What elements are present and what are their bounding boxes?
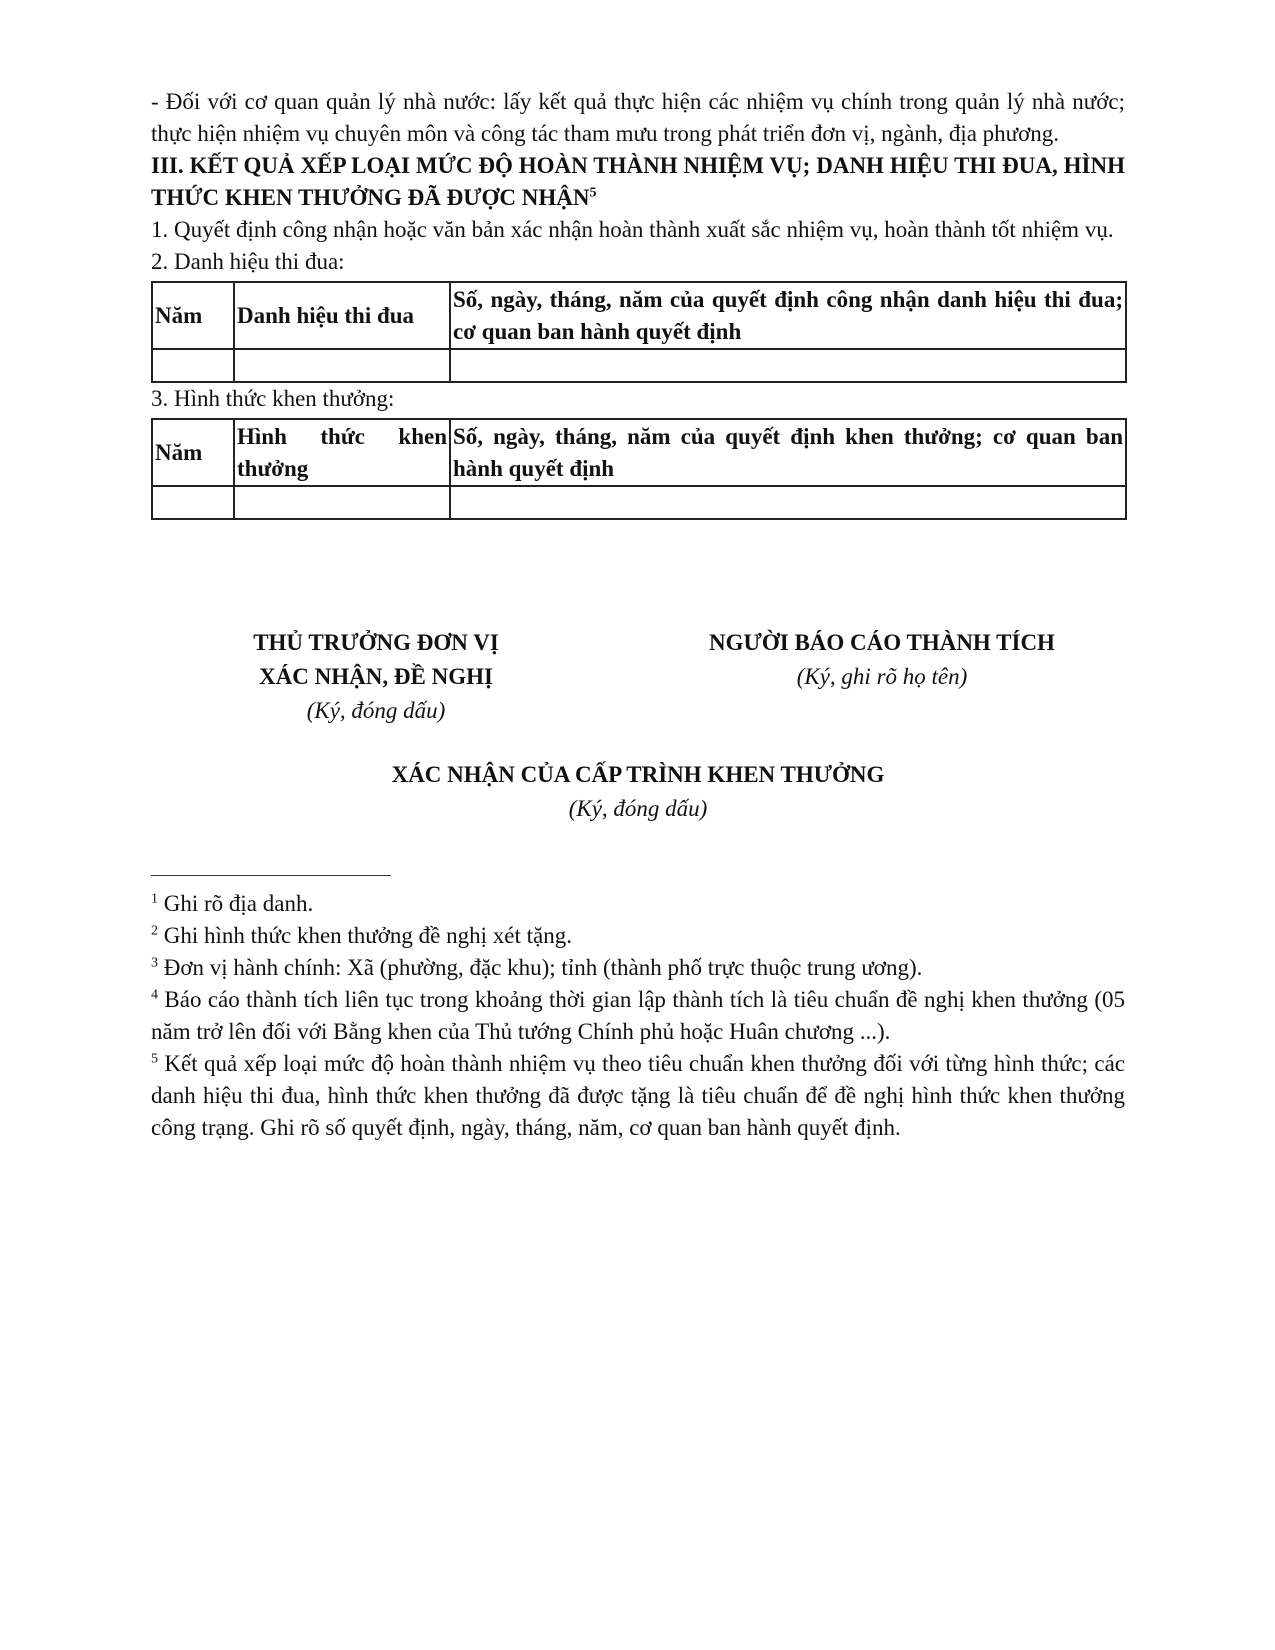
footnote-5 — [151, 1048, 1125, 1144]
unit-head-signature — [226, 626, 526, 728]
table-row — [152, 486, 1126, 519]
approval-note: (Ký, đóng dấu) — [568, 796, 708, 821]
item-1: 1. Quyết định công nhận hoặc văn bản xác nhận hoàn thành xuất sắc nhiệm vụ, hoàn thành tốt nhiệm vụ. — [151, 217, 1114, 242]
col-year: Năm — [152, 419, 234, 486]
col-decision: Số, ngày, tháng, năm của quyết định khen thưởng; cơ quan ban hành quyết định — [450, 419, 1126, 486]
footnote-1 — [151, 888, 1125, 920]
approval-signature — [151, 758, 1125, 826]
footnote-text: Báo cáo thành tích liên tục trong khoảng thời gian lập thành tích là tiêu chuẩn đề nghị khen thưởng (05 năm trở lên đối với Bằng khen của Thủ tướng Chính phủ hoặc Huân chương ...). — [151, 987, 1125, 1044]
footnote-number: 5 — [151, 1051, 158, 1067]
footnote-text: Ghi hình thức khen thưởng đề nghị xét tặng. — [158, 923, 572, 948]
table-cell[interactable] — [152, 486, 234, 519]
col-award-form — [234, 419, 450, 486]
footnote-2 — [151, 920, 1125, 952]
footnote-number: 3 — [151, 955, 158, 971]
intro-paragraph: - Đối với cơ quan quản lý nhà nước: lấy kết quả thực hiện các nhiệm vụ chính trong quản lý nhà nước; thực hiện nhiệm vụ chuyên môn và công tác tham mưu trong phát triển đơn vị, ngành, địa phương. — [151, 89, 1125, 146]
col-year: Năm — [152, 282, 234, 349]
table-header-row — [152, 282, 1126, 349]
document-body — [151, 86, 1125, 520]
col-decision: Số, ngày, tháng, năm của quyết định công nhận danh hiệu thi đua; cơ quan ban hành quyết định — [450, 282, 1126, 349]
footnote-text: Đơn vị hành chính: Xã (phường, đặc khu); tỉnh (thành phố trực thuộc trung ương). — [158, 955, 923, 980]
table-cell[interactable] — [234, 349, 450, 382]
footnote-number: 4 — [151, 987, 158, 1003]
footnote-divider — [151, 875, 391, 876]
footnote-text: Kết quả xếp loại mức độ hoàn thành nhiệm vụ theo tiêu chuẩn khen thưởng đối với từng hình thức; các danh hiệu thi đua, hình thức khen thưởng đã được tặng là tiêu chuẩn để đề nghị hình thức khen thưởng công trạng. Ghi rõ số quyết định, ngày, tháng, năm, cơ quan ban hành quyết định. — [151, 1051, 1125, 1140]
footnotes — [151, 888, 1125, 1144]
footnote-number: 2 — [151, 923, 158, 939]
emulation-title-table — [151, 281, 1127, 383]
footnote-number: 1 — [151, 891, 158, 907]
item-2: 2. Danh hiệu thi đua: — [151, 249, 345, 274]
reporter-note: (Ký, ghi rõ họ tên) — [796, 664, 968, 689]
award-form-table — [151, 418, 1127, 520]
table-cell[interactable] — [450, 349, 1126, 382]
unit-head-note: (Ký, đóng dấu) — [306, 698, 446, 723]
section-heading — [151, 150, 1125, 214]
col-award-form-line1: Hình thức khen — [237, 423, 447, 449]
footnote-4 — [151, 984, 1125, 1048]
footnote-text: Ghi rõ địa danh. — [158, 891, 314, 916]
table-cell[interactable] — [152, 349, 234, 382]
col-award-form-line2: thưởng — [237, 455, 309, 481]
item-3: 3. Hình thức khen thưởng: — [151, 386, 395, 411]
table-cell[interactable] — [234, 486, 450, 519]
reporter-title: NGƯỜI BÁO CÁO THÀNH TÍCH — [709, 630, 1055, 655]
unit-head-title-1: THỦ TRƯỞNG ĐƠN VỊ — [253, 630, 499, 655]
unit-head-title-2: XÁC NHẬN, ĐỀ NGHỊ — [259, 664, 493, 689]
footnote-3 — [151, 952, 1125, 984]
reporter-signature — [672, 626, 1092, 694]
table-row — [152, 349, 1126, 382]
footnote-ref: 5 — [589, 185, 597, 201]
approval-title: XÁC NHẬN CỦA CẤP TRÌNH KHEN THƯỞNG — [391, 762, 885, 787]
section-heading-text: III. KẾT QUẢ XẾP LOẠI MỨC ĐỘ HOÀN THÀNH NHIỆM VỤ; DANH HIỆU THI ĐUA, HÌNH THỨC KHEN THƯỞNG ĐÃ ĐƯỢC NHẬN — [151, 153, 1125, 210]
col-title: Danh hiệu thi đua — [234, 282, 450, 349]
table-header-row — [152, 419, 1126, 486]
table-cell[interactable] — [450, 486, 1126, 519]
